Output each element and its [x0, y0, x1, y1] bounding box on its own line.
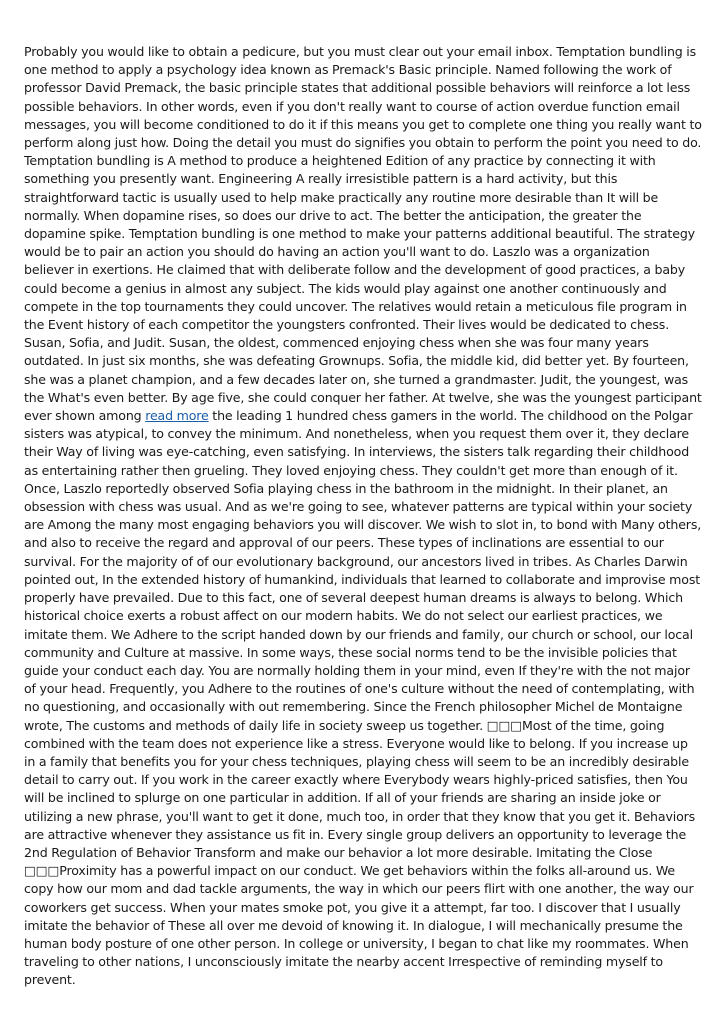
article-text-part-2: the leading 1 hundred chess gamers in the world. The childhood on the Polgar sisters was atypical, to convey the minimum. And nonetheless, when you request them over it, they declare their Way of living was eye-catching, even satisfying. In interviews, the sisters talk regarding their childhood as entertaining rather then grueling. They loved enjoying chess. They couldn't get more than enough of it. Once, Laszlo reportedly observed Sofia playing chess in the bathroom in the midnight. In their planet, an obsession with chess was usual. And as we're going to see, whatever patterns are typical within your society are Among the many most engaging behaviors you will discover. We wish to slot in, to bond with Many others, and also to receive the regard and approval of our peers. These types of inclinations are essential to our survival. For the majority of of our evolutionary background, our ancestors lived in tribes. As Charles Darwin pointed out, In the extended history of humankind, individuals that learned to collaborate and improvise most properly have prevailed. Due to this fact, one of several deepest human dreams is always to belong. Which historical choice exerts a robust affect on our modern habits. We do not select our earliest practices, we imitate them. We Adhere to the script handed down by our friends and family, our church or school, our local community and Culture at massive. In some ways, these social norms tend to be the invisible policies that guide your conduct each day. You are normally holding them in your mind, even If they're with the not major of your head. Frequently, you Adhere to the routines of one's culture without the need of contemplating, with no questioning, and occasionally with out remembering. Since the French philosopher Michel de Montaigne wrote, The customs and methods of daily life in society sweep us together. □□□Most of the time, going combined with the team does not experience like a stress. Everyone would like to belong. If you increase up in a family that benefits you for your chess techniques, playing chess will seem to be an incredibly desirable detail to carry out. If you work in the career exactly where Everybody wears highly-priced satisfies, then You will be inclined to splurge on one particular in addition. If all of your friends are sharing an inside joke or utilizing a new phrase, you'll want to get it done, much too, in order that they know that you get it. Behaviors are attractive whenever they assistance us fit in. Every single group delivers an opportunity to leverage the 2nd Regulation of Behavior Transform and make our behavior a lot more desirable. Imitating the Close □□□Proximity has a powerful impact on our conduct. We get behaviors within the folks all-around us. We copy how our mom and dad tackle arguments, the way in which our peers flirt with one another, the way our coworkers get success. When your mates smoke pot, you give it a attempt, far too. I discover that I usually imitate the behavior of These all over me devoid of knowing it. In dialogue, I will mechanically presume the human body posture of one other person. In college or university, I began to chat like my roommates. When traveling to other nations, I unconsciously imitate the nearby accent Irrespective of reminding myself to prevent. [24, 408, 702, 988]
article-body [24, 43, 702, 990]
article-text-part-1: Probably you would like to obtain a pedicure, but you must clear out your email inbox. Temptation bundling is one method to apply a psychology idea known as Premack's Basic principle. Named following the work of professor David Premack, the basic principle states that additional possible behaviors will reinforce a lot less possible behaviors. In other words, even if you don't really want to course of action overdue function email messages, you will become conditioned to do it if this means you get to complete one thing you really want to perform along just how. Doing the detail you must do signifies you obtain to perform the point you need to do. Temptation bundling is A method to produce a heightened Edition of any practice by connecting it with something you presently want. Engineering A really irresistible pattern is a hard activity, but this straightforward tactic is usually used to help make practically any routine more desirable than It will be normally. When dopamine rises, so does our drive to act. The better the anticipation, the greater the dopamine spike. Temptation bundling is one method to make your patterns additional beautiful. The strategy would be to pair an action you should do having an action you'll want to do. Laszlo was a organization believer in exertions. He claimed that with deliberate follow and the development of good practices, a baby could become a genius in almost any subject. The kids would play against one another continuously and compete in the top tournaments they could uncover. The relatives would retain a meticulous file program in the Event history of each competitor the youngsters confronted. Their lives would be dedicated to chess. Susan, Sofia, and Judit. Susan, the oldest, commenced enjoying chess when she was four many years outdated. In just six months, she was defeating Grownups. Sofia, the middle kid, did better yet. By fourteen, she was a planet champion, and a few decades later on, she turned a grandmaster. Judit, the youngest, was the What's even better. By age five, she could conquer her father. At twelve, she was the youngest participant ever shown among [24, 44, 702, 424]
read-more-link[interactable]: read more [145, 408, 209, 424]
